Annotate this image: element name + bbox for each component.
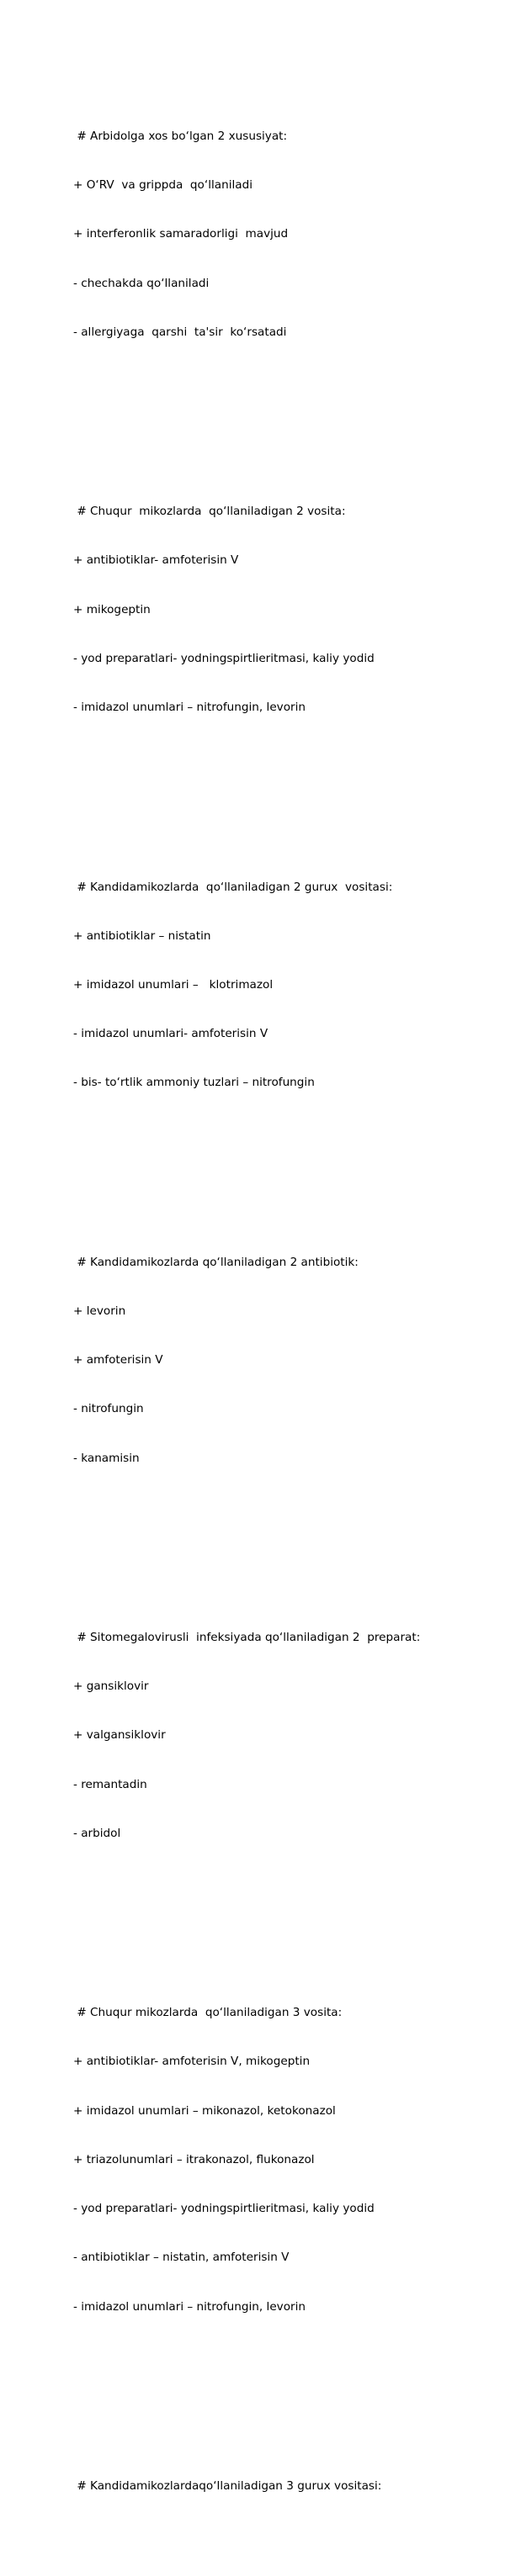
answer-option: - arbidol — [73, 1826, 121, 1840]
question-title: # Kandidamikozlarda qo‘llaniladigan 2 antibiotik: — [73, 1255, 359, 1269]
answer-option: + amfoterisin V — [73, 1353, 163, 1367]
question-spacer — [73, 1907, 494, 1923]
question-spacer — [73, 1532, 494, 1548]
question-title: # Arbidolga xos bo‘lgan 2 xususiyat: — [73, 130, 288, 144]
question-block — [73, 471, 494, 748]
question-block — [73, 1222, 494, 1500]
question-block — [73, 2446, 494, 2527]
question-title: # Chuqur mikozlarda qo‘llaniladigan 2 vosita: — [73, 505, 346, 519]
answer-option: + antibiotiklar- amfoterisin V, mikogeptin — [73, 2055, 311, 2069]
question-block — [73, 1597, 494, 1875]
question-title: # Kandidamikozlarda qo‘llaniladigan 2 gurux vositasi: — [73, 880, 393, 894]
question-spacer — [73, 1156, 494, 1172]
question-spacer — [73, 2381, 494, 2397]
question-title: # Chuqur mikozlarda qo‘llaniladigan 3 vosita: — [73, 2006, 343, 2020]
question-spacer — [73, 781, 494, 797]
answer-option: + gansiklovir — [73, 1679, 149, 1694]
answer-option: - imidazol unumlari- amfoterisin V — [73, 1027, 268, 1041]
answer-option: - antibiotiklar – nistatin, amfoterisin V — [73, 2251, 290, 2265]
answer-option: - nitrofungin — [73, 1402, 144, 1416]
document-content — [73, 47, 494, 2576]
answer-option: + levorin — [73, 1304, 126, 1318]
question-title: # Kandidamikozlardaqo‘llaniladigan 3 gurux vositasi: — [73, 2478, 382, 2493]
answer-option: - remantadin — [73, 1777, 147, 1791]
answer-option: - imidazol unumlari – nitrofungin, levorin — [73, 701, 306, 715]
answer-option: + mikogeptin — [73, 602, 151, 616]
answer-option: - yod preparatlari- yodningspirtlieritmasi, kaliy yodid — [73, 651, 375, 665]
question-title: # Sitomegalovirusli infeksiyada qo‘llaniladigan 2 preparat: — [73, 1631, 421, 1645]
answer-option: + imidazol unumlari – klotrimazol — [73, 977, 274, 992]
answer-option: + imidazol unumlari – mikonazol, ketokonazol — [73, 2103, 336, 2118]
question-block — [73, 96, 494, 373]
answer-option: + O‘RV va grippda qo‘llaniladi — [73, 178, 252, 193]
question-block — [73, 1972, 494, 2347]
answer-option: - kanamisin — [73, 1451, 140, 1465]
answer-option: - chechakda qo‘llaniladi — [73, 276, 210, 290]
answer-option: - imidazol unumlari – nitrofungin, levorin — [73, 2299, 306, 2314]
answer-option: + interferonlik samaradorligi mavjud — [73, 227, 289, 241]
answer-option: - yod preparatlari- yodningspirtlieritmasi, kaliy yodid — [73, 2202, 375, 2216]
answer-option: + triazolunumlari – itrakonazol, flukonazol — [73, 2152, 315, 2166]
question-block — [73, 847, 494, 1124]
answer-option: + antibiotiklar- amfoterisin V — [73, 553, 239, 568]
answer-option: + valgansiklovir — [73, 1728, 166, 1743]
answer-option: - bis- to‘rtlik ammoniy tuzlari – nitrofungin — [73, 1076, 315, 1090]
answer-option: + antibiotiklar – nistatin — [73, 928, 211, 943]
question-spacer — [73, 406, 494, 422]
answer-option: - allergiyaga qarshi ta'sir ko‘rsatadi — [73, 325, 287, 339]
